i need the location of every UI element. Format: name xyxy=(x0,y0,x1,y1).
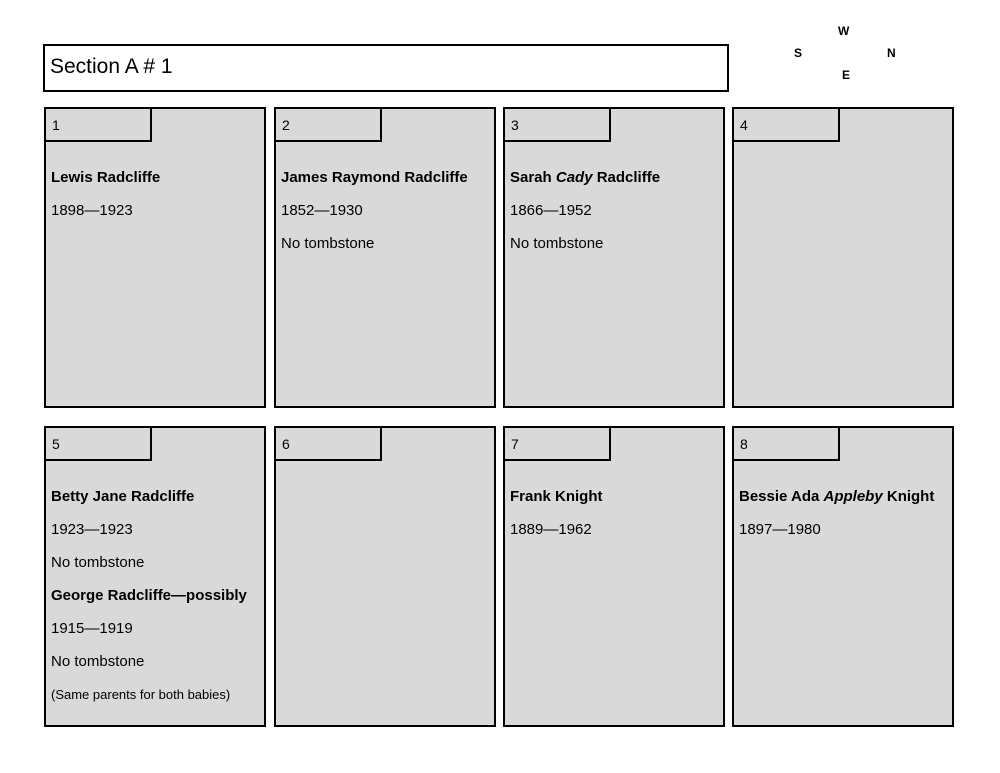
burial-name xyxy=(510,169,719,186)
plot-note xyxy=(51,686,260,703)
maiden-name: Cady xyxy=(555,169,593,186)
text-part: No tombstone xyxy=(510,235,604,252)
plot-number: 7 xyxy=(505,428,611,461)
text-part: 1852—1930 xyxy=(281,202,363,219)
plot-number: 4 xyxy=(734,109,840,142)
plot-entries xyxy=(281,169,490,268)
plot-2 xyxy=(274,107,496,408)
plot-8 xyxy=(732,426,954,727)
plot-number: 1 xyxy=(46,109,152,142)
plot-detail xyxy=(739,521,948,538)
text-part: Frank Knight xyxy=(510,488,603,505)
burial-name xyxy=(51,169,260,186)
plot-entries xyxy=(51,169,260,235)
plot-detail xyxy=(510,202,719,219)
burial-name xyxy=(510,488,719,505)
plot-detail xyxy=(281,202,490,219)
text-part: George Radcliffe—possibly xyxy=(51,587,247,604)
text-part: Bessie Ada xyxy=(739,488,824,505)
compass-south: S xyxy=(794,46,803,60)
plot-entries xyxy=(510,488,719,554)
text-part: (Same parents for both babies) xyxy=(51,687,231,702)
plot-detail xyxy=(51,554,260,571)
text-part: James Raymond Radcliffe xyxy=(281,169,468,186)
burial-name xyxy=(51,587,260,604)
plot-entries xyxy=(51,488,260,719)
plot-detail xyxy=(51,620,260,637)
burial-name xyxy=(51,488,260,505)
compass-north: N xyxy=(887,46,896,60)
plot-number: 8 xyxy=(734,428,840,461)
plot-number: 2 xyxy=(276,109,382,142)
text-part: 1915—1919 xyxy=(51,620,133,637)
compass-west: W xyxy=(838,24,850,38)
plot-number: 3 xyxy=(505,109,611,142)
plot-detail xyxy=(510,521,719,538)
plot-entries xyxy=(739,488,948,554)
plot-detail xyxy=(510,235,719,252)
section-title: Section A # 1 xyxy=(50,55,173,78)
plot-detail xyxy=(281,235,490,252)
plot-number: 5 xyxy=(46,428,152,461)
plot-6 xyxy=(274,426,496,727)
text-part: 1898—1923 xyxy=(51,202,133,219)
text-part: Radcliffe xyxy=(592,169,661,186)
maiden-name: Appleby xyxy=(823,488,883,505)
text-part: Lewis Radcliffe xyxy=(51,169,161,186)
plot-3 xyxy=(503,107,725,408)
plot-entries xyxy=(510,169,719,268)
text-part: No tombstone xyxy=(51,554,145,571)
plot-detail xyxy=(51,521,260,538)
plot-5 xyxy=(44,426,266,727)
text-part: Knight xyxy=(882,488,935,505)
text-part: Betty Jane Radcliffe xyxy=(51,488,195,505)
text-part: No tombstone xyxy=(281,235,375,252)
text-part: 1923—1923 xyxy=(51,521,133,538)
plot-number: 6 xyxy=(276,428,382,461)
text-part: 1866—1952 xyxy=(510,202,592,219)
section-title-box xyxy=(43,44,729,92)
plot-7 xyxy=(503,426,725,727)
burial-name xyxy=(281,169,490,186)
plot-1 xyxy=(44,107,266,408)
text-part: 1897—1980 xyxy=(739,521,821,538)
compass-east: E xyxy=(842,68,851,82)
text-part: 1889—1962 xyxy=(510,521,592,538)
plot-detail xyxy=(51,653,260,670)
burial-name xyxy=(739,488,948,505)
text-part: No tombstone xyxy=(51,653,145,670)
plot-4 xyxy=(732,107,954,408)
plot-detail xyxy=(51,202,260,219)
text-part: Sarah xyxy=(510,169,556,186)
